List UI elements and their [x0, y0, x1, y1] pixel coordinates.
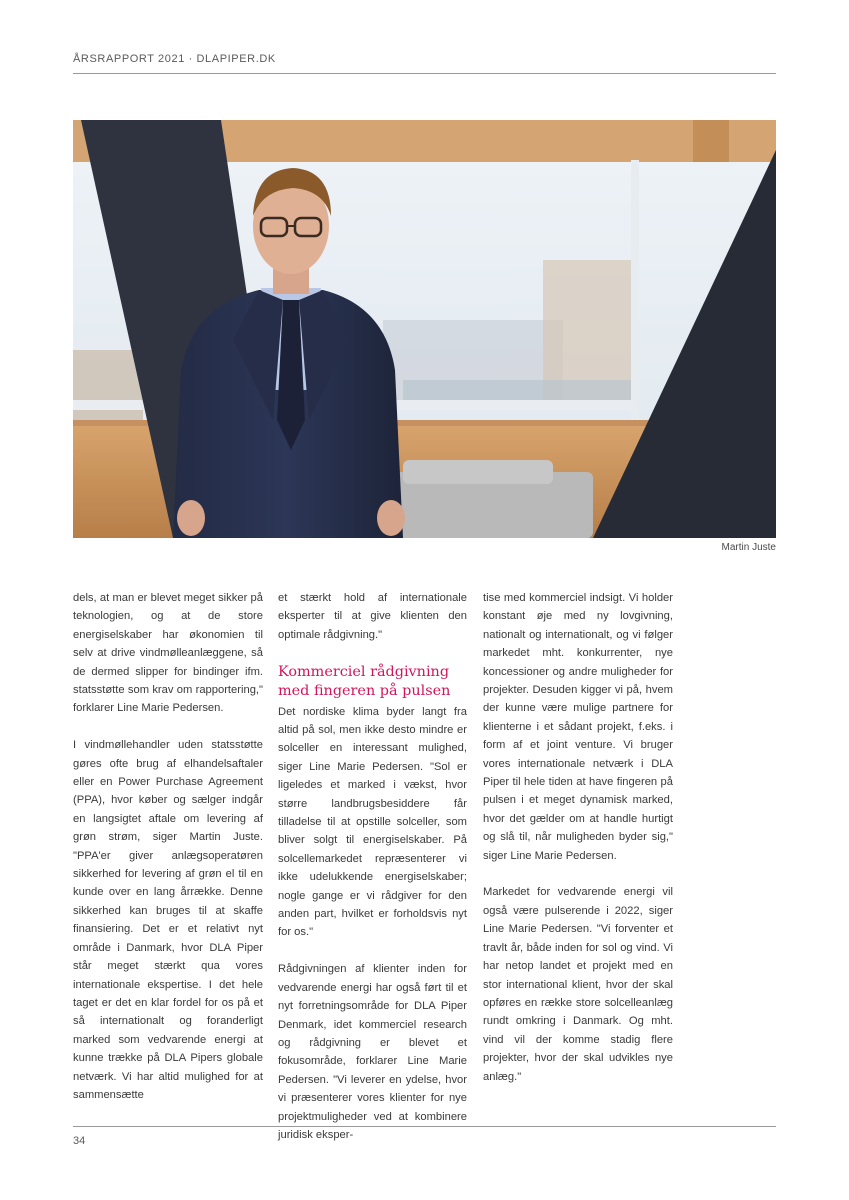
paragraph: Markedet for vedvarende energi vil også være pulserende i 2022, siger Line Marie Pedersen. "Vi forventer et travlt år, både inden for sol og vind. Vi har netop landet et projekt med en stor international klient, hvor der skal opføres en række store solcelleanlæg rundt omkring i Danmark. Og mht. vind vil der komme stadig flere projekter, hvor der skal udvikles nye anlæg.": [483, 886, 673, 1083]
footer-rule: [73, 1126, 776, 1127]
photo-caption: Martin Juste: [721, 542, 776, 553]
section-heading: Kommerciel rådgivning med fingeren på pulsen: [278, 663, 451, 699]
paragraph: et stærkt hold af internationale eksperter til at give klienten den optimale rådgivning.": [278, 592, 467, 641]
paragraph: I vindmøllehandler uden statsstøtte gøres ofte brug af elhandelsaftaler eller en Power Purchase Agreement (PPA), hvor køber og sælger indgår en langsigtet aftale om levering af grøn strøm, siger Martin Juste. "PPA'er giver anlægsoperatøren sikkerhed for levering af grøn el til en kunde over en lang årrække. Denne sikkerhed kan bruges til at skaffe finansiering. Det er et relativt nyt område i Danmark, hvor DLA Piper står meget stærkt qua vores internationale ekspertise. I det hele taget er det en klar fordel for os på et så internationalt og foranderligt marked som vedvarende energi at kunne trække på DLA Pipers globale netværk. Vi har altid mulighed for at sammensætte: [73, 739, 263, 1101]
text-column-2: [278, 589, 467, 1163]
page-number: 34: [73, 1135, 86, 1147]
header-rule: [73, 73, 776, 74]
paragraph: dels, at man er blevet meget sikker på teknologien, og at de store energiselskaber har økonomien til selv at drive vindmølleanlæggene, så de dermed slipper for bindinger ifm. statsstøtte som krav om rapportering," forklarer Line Marie Pedersen.: [73, 592, 263, 715]
paragraph: tise med kommerciel indsigt. Vi holder konstant øje med ny lovgivning, nationalt og internationalt, og vi følger markedet mht. konkurrenter, nye koncessioner og andre muligheder for projekter. Desuden kigger vi på, hvem der kunne være mulige partnere for klienterne i et sådant projekt, f.eks. i form af et joint venture. Vi bruger vores internationale netværk i DLA Piper til hele tiden at have fingeren på pulsen i et meget dynamisk marked, hvor det gælder om at handle hurtigt og slå til, når muligheden byder sig," siger Line Marie Pedersen.: [483, 592, 673, 862]
running-header: ÅRSRAPPORT 2021 · DLAPIPER.DK: [73, 53, 276, 65]
portrait-photo: [73, 120, 776, 538]
text-column-1: [73, 589, 263, 1123]
paragraph: Det nordiske klima byder langt fra altid på sol, men ikke desto mindre er solceller en interessant mulighed, siger Line Marie Pedersen. "Sol er ligeledes et marked i vækst, hvor større landbrugsbesiddere får tilladelse til at opstille solceller, som bliver solgt til energiselskaber. På solcellemarkedet repræsenterer vi ikke udelukkende energiselskaber; nogle gange er vi rådgiver for den anden part, hvilket er forholdsvis nyt for os.": [278, 705, 467, 939]
text-column-3: [483, 589, 673, 1104]
paragraph: Rådgivningen af klienter inden for vedvarende energi har også ført til et nyt forretningsområde for DLA Piper Denmark, idet kommerciel research og rådgivning er blevet et fokusområde, forklarer Line Marie Pedersen. "Vi leverer en ydelse, hvor vi præsenterer vores klienter for nye projektmuligheder ved at kombinere juridisk eksper-: [278, 963, 467, 1141]
